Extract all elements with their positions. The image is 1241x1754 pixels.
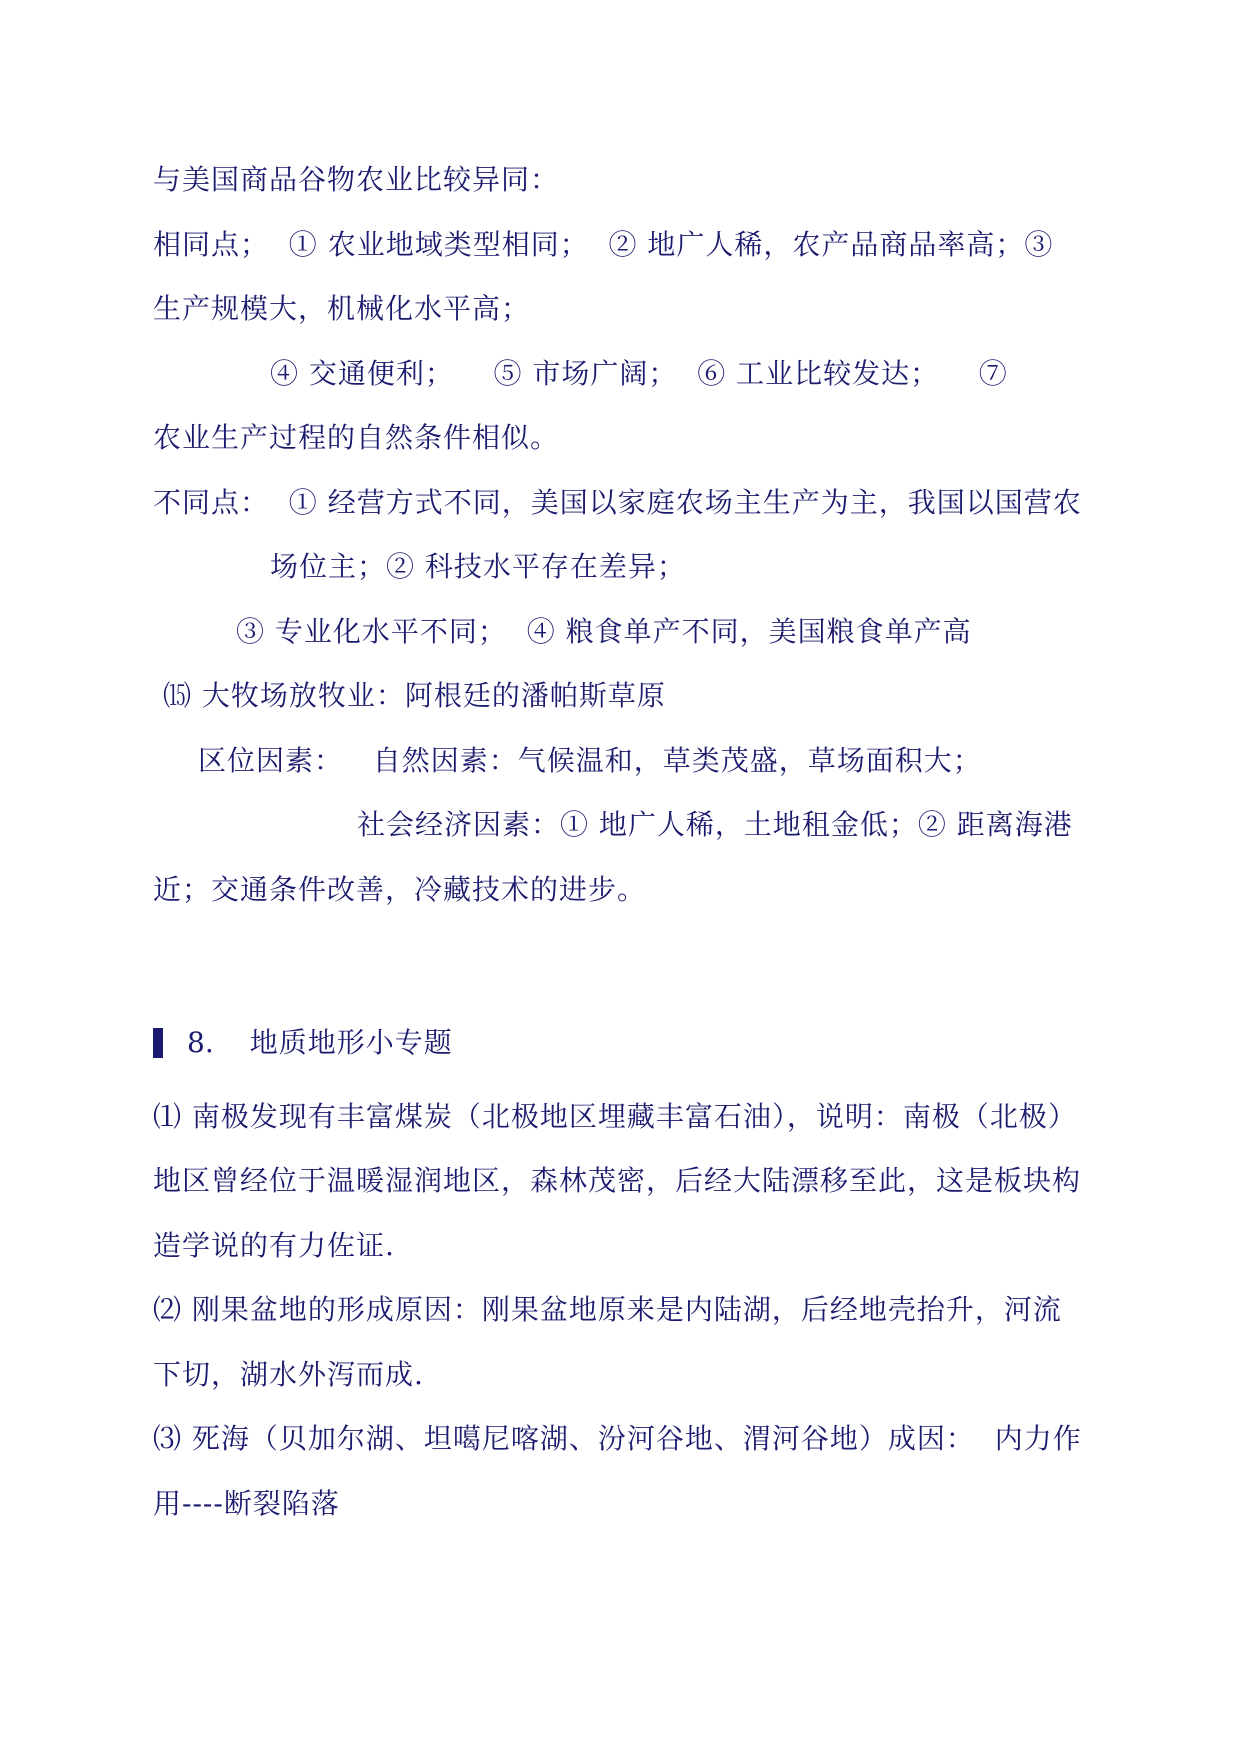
heading-number: 8. [187, 1026, 214, 1059]
geo-p3-line-2: 用----断裂陷落 [153, 1487, 340, 1520]
ranch-line-2: 社会经济因素：① 地广人稀，土地租金低；② 距离海港 [357, 808, 1073, 841]
geo-p1-line-3: 造学说的有力佐证. [153, 1229, 395, 1262]
ranch-line-1: 区位因素： 自然因素：气候温和，草类茂盛，草场面积大； [198, 744, 982, 777]
geo-p1-line-2: 地区曾经位于温暖湿润地区，森林茂密，后经大陆漂移至此，这是板块构 [153, 1164, 1082, 1197]
agri-intro: 与美国商品谷物农业比较异同： [153, 163, 560, 196]
agri-same-line-2: 生产规模大，机械化水平高； [153, 292, 531, 325]
agri-diff-line-1: 不同点： ① 经营方式不同，美国以家庭农场主生产为主，我国以国营农 [153, 486, 1082, 519]
ranch-line-3: 近；交通条件改善，冷藏技术的进步。 [153, 873, 647, 906]
section-heading [153, 1025, 453, 1061]
geo-p2-line-1: ⑵ 刚果盆地的形成原因：刚果盆地原来是内陆湖，后经地壳抬升，河流 [153, 1293, 1062, 1326]
heading-title: 地质地形小专题 [249, 1026, 453, 1059]
agri-same-line-1: 相同点； ① 农业地域类型相同； ② 地广人稀，农产品商品率高；③ [153, 228, 1054, 261]
geo-p1-line-1: ⑴ 南极发现有丰富煤炭（北极地区埋藏丰富石油），说明：南极（北极） [153, 1100, 1077, 1133]
geo-p3-line-1: ⑶ 死海（贝加尔湖、坦噶尼喀湖、汾河谷地、渭河谷地）成因： 内力作 [153, 1422, 1082, 1455]
agri-same-line-3: ④ 交通便利； ⑤ 市场广阔； ⑥ 工业比较发达； ⑦ [270, 357, 1008, 390]
geo-p2-line-2: 下切，湖水外泻而成. [153, 1358, 424, 1391]
agri-diff-line-3: ③ 专业化水平不同； ④ 粮食单产不同，美国粮食单产高 [236, 615, 972, 648]
agri-same-line-4: 农业生产过程的自然条件相似。 [153, 421, 560, 454]
heading-bar-marker [153, 1028, 163, 1058]
agri-diff-line-2: 场位主；② 科技水平存在差异； [270, 550, 686, 583]
ranch-title: ⒂ 大牧场放牧业：阿根廷的潘帕斯草原 [163, 679, 666, 712]
